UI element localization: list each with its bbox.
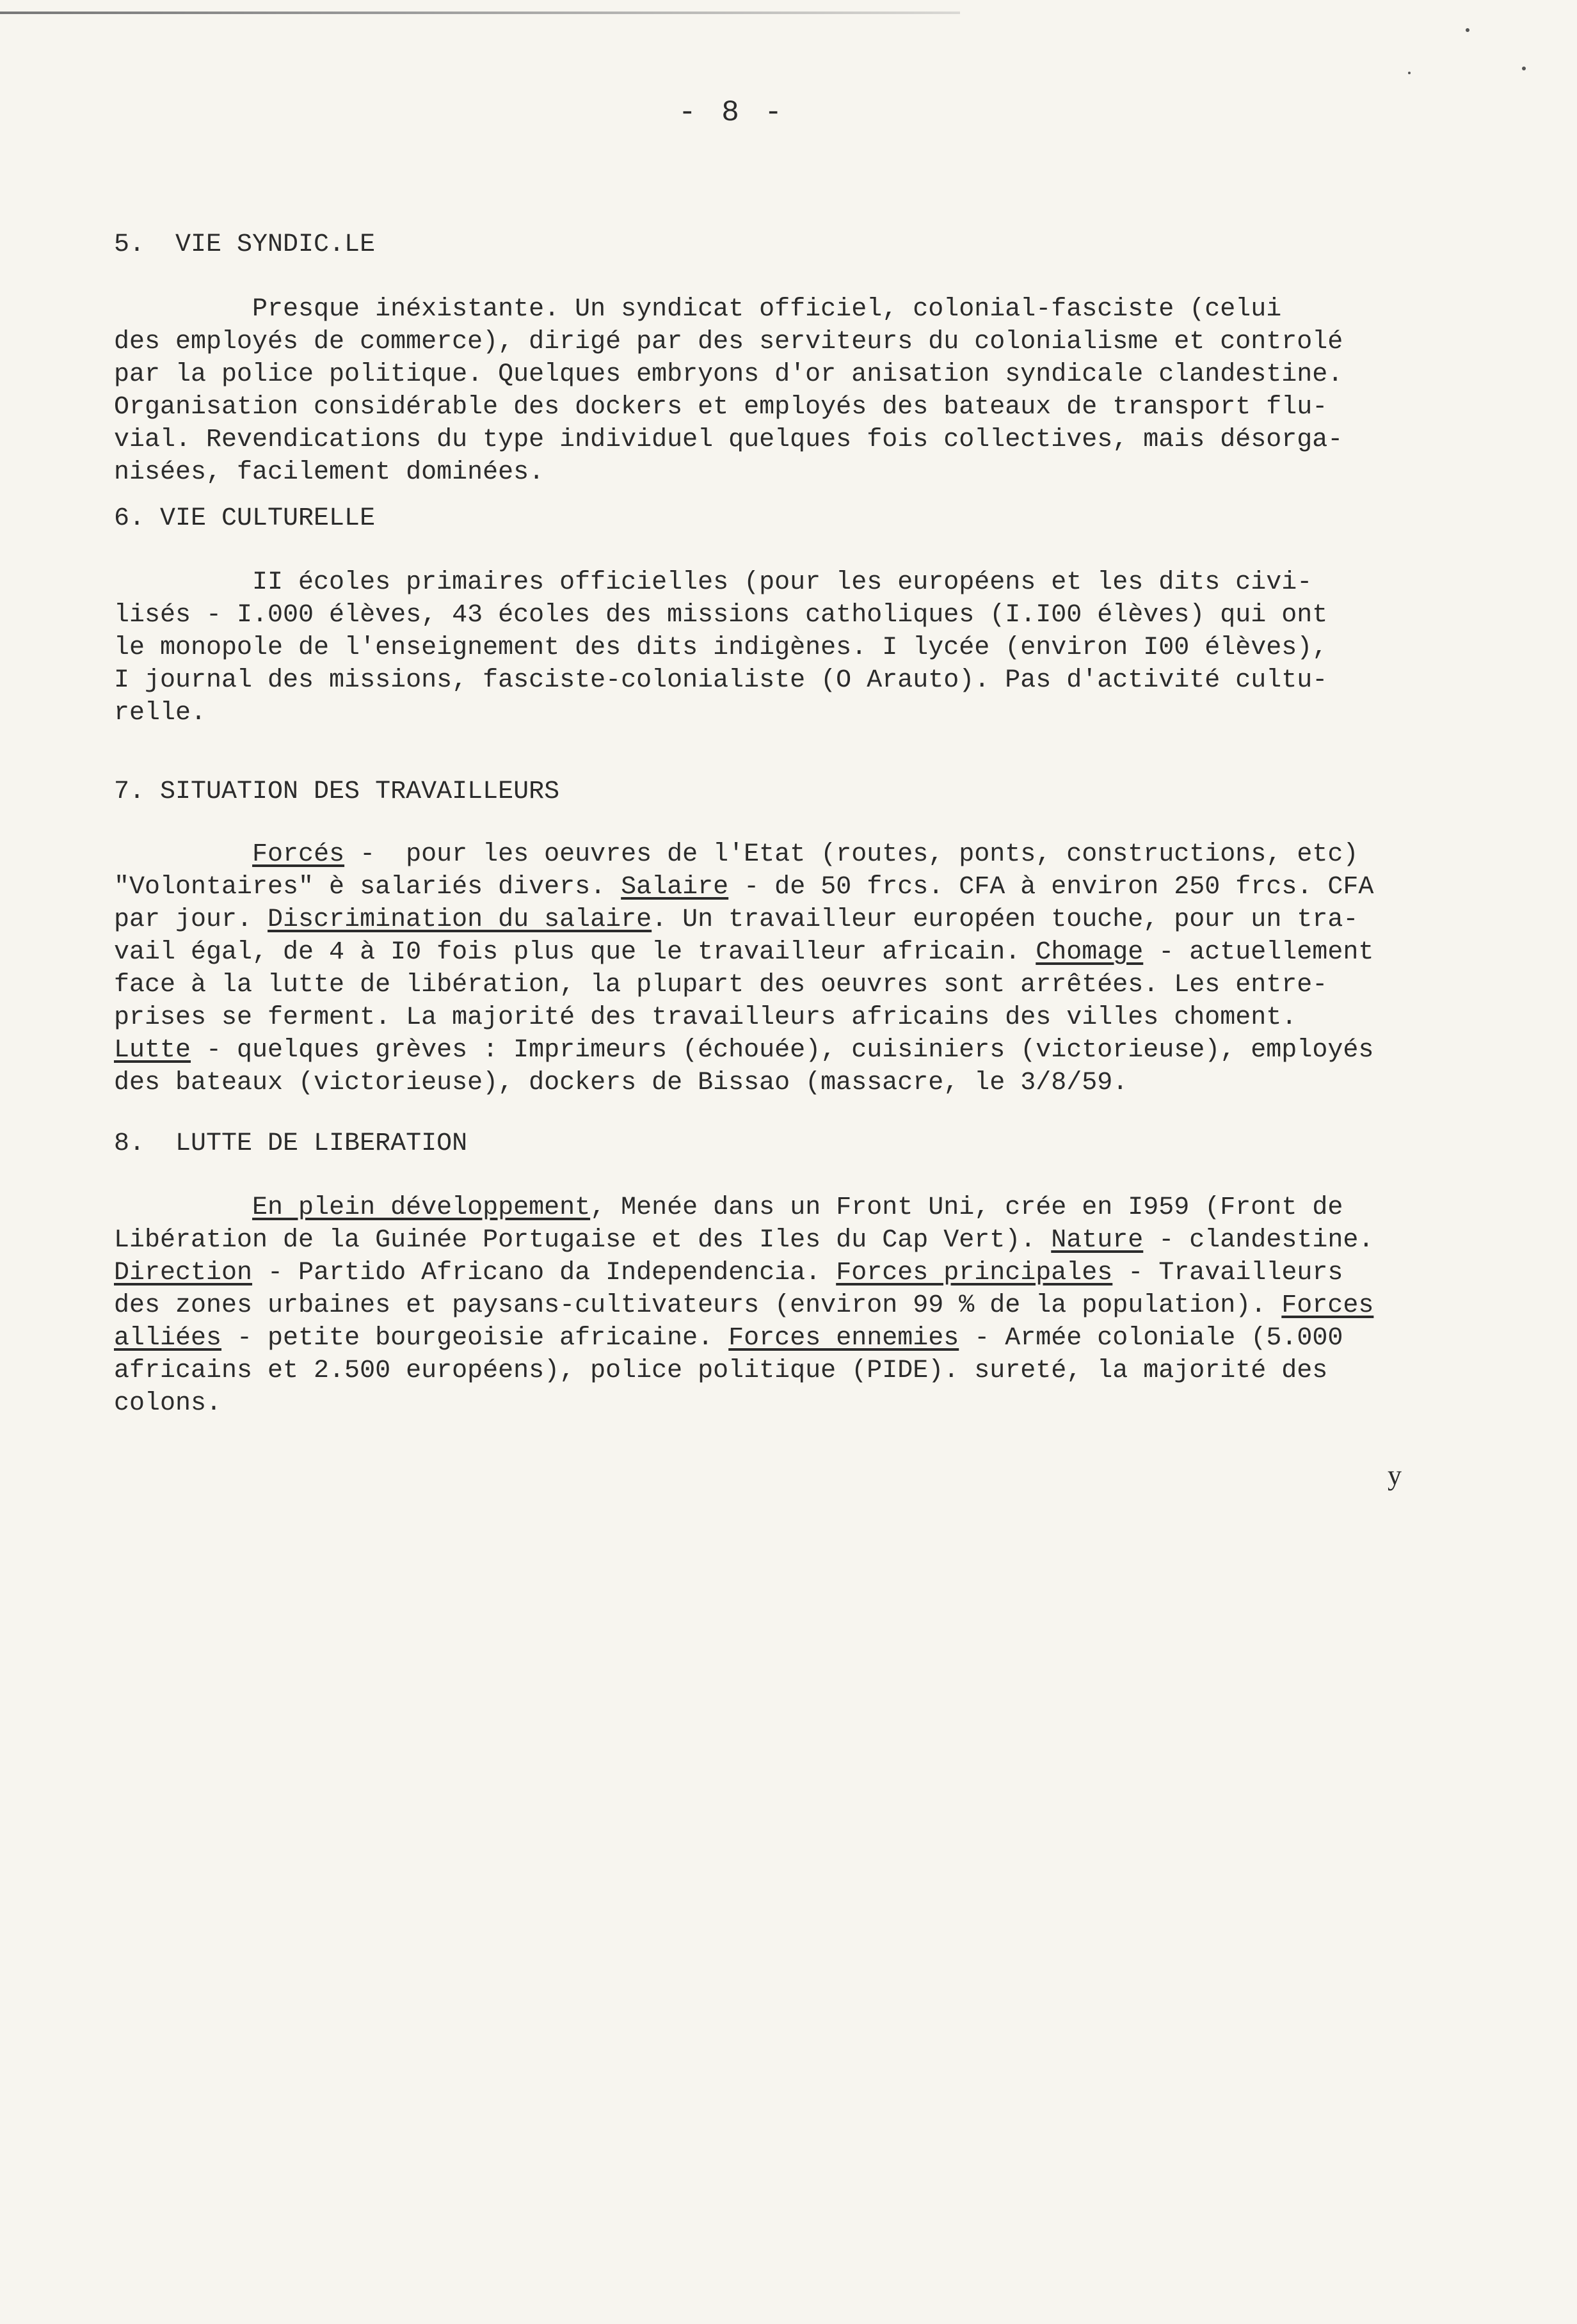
text-run: - clandestine. (1143, 1226, 1374, 1255)
text-line: lisés - I.000 élèves, 43 écoles des missions catholiques (I.I00 élèves) qui ont (114, 601, 1328, 630)
underlined-term: Chomage (1036, 938, 1144, 967)
section-heading-vie-culturelle: 6. VIE CULTURELLE (114, 504, 376, 533)
underlined-term: Direction (114, 1259, 253, 1287)
text-run (114, 1193, 252, 1222)
underlined-term: Forces (1281, 1291, 1374, 1320)
underlined-term: Forcés (252, 840, 345, 869)
text-run: Libération de la Guinée Portugaise et des Iles du Cap Vert). (114, 1226, 1052, 1255)
text-line (114, 1001, 1407, 1034)
underlined-term: alliées (114, 1324, 222, 1353)
text-run: "Volontaires" è salariés divers. (114, 873, 621, 902)
text-line: des employés de commerce), dirigé par des serviteurs du colonialisme et controlé (114, 328, 1343, 356)
scan-speck (1522, 67, 1526, 70)
text-line: relle. (114, 699, 207, 728)
scan-speck (1408, 72, 1411, 74)
text-line: I journal des missions, fasciste-colonialiste (O Arauto). Pas d'activité cultu- (114, 666, 1328, 695)
text-line (114, 838, 1407, 871)
underlined-term: Salaire (621, 873, 729, 902)
text-run: face à la lutte de libération, la plupart des oeuvres sont arrêtées. Les entre- (114, 971, 1328, 999)
text-line (114, 1355, 1407, 1387)
text-line (114, 1322, 1407, 1355)
text-line (114, 903, 1407, 936)
text-run: colons. (114, 1389, 222, 1418)
text-line (114, 1067, 1407, 1099)
text-line (114, 1191, 1407, 1224)
text-line (114, 969, 1407, 1001)
text-run: - Partido Africano da Independencia. (252, 1259, 837, 1287)
underlined-term: En plein développement (252, 1193, 591, 1222)
text-run (114, 840, 252, 869)
text-run: des zones urbaines et paysans-cultivateurs (environ 99 % de la population). (114, 1291, 1282, 1320)
text-line: nisées, facilement dominées. (114, 458, 545, 487)
text-run: - Armée coloniale (5.000 (959, 1324, 1343, 1353)
text-line (114, 1224, 1407, 1257)
underlined-term: Discrimination du salaire (268, 905, 652, 934)
text-line: Organisation considérable des dockers et employés des bateaux de transport flu- (114, 393, 1328, 422)
text-run: . Un travailleur européen touche, pour un tra- (652, 905, 1359, 934)
scan-speck (1466, 28, 1469, 32)
text-line (114, 1257, 1407, 1289)
section-heading-situation-travailleurs: 7. SITUATION DES TRAVAILLEURS (114, 777, 560, 806)
text-line (114, 1387, 1407, 1420)
text-run: par jour. (114, 905, 268, 934)
text-run: africains et 2.500 européens), police politique (PIDE). sureté, la majorité des (114, 1357, 1328, 1385)
text-line (114, 871, 1407, 903)
text-run: - pour les oeuvres de l'Etat (routes, ponts, constructions, etc) (344, 840, 1359, 869)
text-line: vial. Revendications du type individuel quelques fois collectives, mais désorga- (114, 426, 1343, 454)
text-run: - quelques grèves : Imprimeurs (échouée), cuisiniers (victorieuse), employés (191, 1036, 1374, 1065)
text-run: - actuellement (1143, 938, 1374, 967)
underlined-term: Forces ennemies (728, 1324, 959, 1353)
text-line: le monopole de l'enseignement des dits indigènes. I lycée (environ I00 élèves), (114, 633, 1328, 662)
section-body-vie-syndicale (114, 293, 1407, 489)
section-heading-vie-syndicale: 5. VIE SYNDIC.LE (114, 230, 376, 259)
underlined-term: Lutte (114, 1036, 191, 1065)
margin-handwritten-mark: y (1388, 1460, 1402, 1491)
text-line: Presque inéxistante. Un syndicat officiel, colonial-fasciste (celui (114, 295, 1282, 324)
underlined-term: Nature (1051, 1226, 1144, 1255)
text-run: - de 50 frcs. CFA à environ 250 frcs. CFA (728, 873, 1374, 902)
text-run: - petite bourgeoisie africaine. (221, 1324, 729, 1353)
text-run: prises se ferment. La majorité des travailleurs africains des villes choment. (114, 1003, 1297, 1032)
text-line: par la police politique. Quelques embryons d'or anisation syndicale clandestine. (114, 360, 1343, 389)
section-body-lutte-liberation (114, 1191, 1407, 1420)
top-edge-rule (0, 12, 960, 14)
page-number: - 8 - (678, 96, 787, 129)
text-line (114, 1289, 1407, 1322)
text-run: des bateaux (victorieuse), dockers de Bissao (massacre, le 3/8/59. (114, 1069, 1128, 1097)
text-run: - Travailleurs (1112, 1259, 1343, 1287)
text-run: vail égal, de 4 à I0 fois plus que le travailleur africain. (114, 938, 1036, 967)
section-body-situation-travailleurs (114, 838, 1407, 1099)
section-body-vie-culturelle (114, 566, 1407, 729)
section-heading-lutte-liberation: 8. LUTTE DE LIBERATION (114, 1129, 468, 1158)
text-run: , Menée dans un Front Uni, crée en I959 (Front de (590, 1193, 1343, 1222)
text-line: II écoles primaires officielles (pour les européens et les dits civi- (114, 568, 1313, 597)
text-line (114, 1034, 1407, 1067)
text-line (114, 936, 1407, 969)
underlined-term: Forces principales (836, 1259, 1113, 1287)
